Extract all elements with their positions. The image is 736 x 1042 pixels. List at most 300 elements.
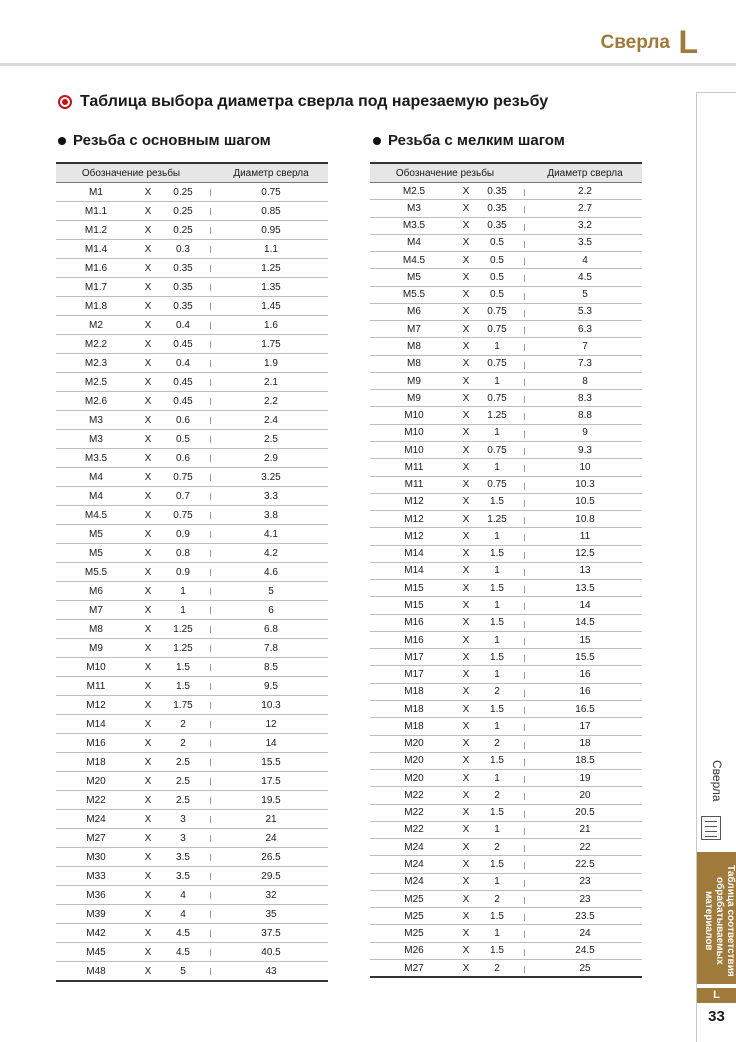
drill-diameter-cell: 26.5	[214, 848, 328, 867]
multiply-sign-cell: X	[136, 240, 160, 259]
table-row	[370, 683, 642, 700]
thread-size-cell: M25	[370, 890, 458, 907]
section-title-text: Таблица выбора диаметра сверла под нарезаемую резьбу	[80, 93, 549, 110]
drill-diameter-cell: 3.3	[214, 487, 328, 506]
side-index-label: Сверла	[710, 760, 724, 802]
multiply-sign-cell: X	[458, 631, 474, 648]
multiply-sign-cell: X	[136, 354, 160, 373]
thread-size-cell: M1.1	[56, 202, 136, 221]
thread-pitch-cell: 1.5	[160, 658, 206, 677]
column-divider	[206, 924, 214, 943]
table-row	[56, 810, 328, 829]
thread-pitch-cell: 0.45	[160, 335, 206, 354]
drill-diameter-cell: 20	[528, 787, 642, 804]
thread-size-cell: M16	[370, 614, 458, 631]
column-divider	[206, 658, 214, 677]
column-divider	[520, 528, 528, 545]
thread-size-cell: M22	[370, 804, 458, 821]
thread-size-cell: M10	[56, 658, 136, 677]
thread-size-cell: M5	[370, 269, 458, 286]
thread-size-cell: M9	[56, 639, 136, 658]
column-divider	[520, 234, 528, 251]
table-row	[56, 829, 328, 848]
multiply-sign-cell: X	[136, 392, 160, 411]
table-row	[56, 639, 328, 658]
multiply-sign-cell: X	[136, 506, 160, 525]
multiply-sign-cell: X	[136, 677, 160, 696]
thread-size-cell: M5	[56, 525, 136, 544]
multiply-sign-cell: X	[458, 856, 474, 873]
thread-pitch-cell: 0.9	[160, 563, 206, 582]
thread-pitch-cell: 1	[474, 424, 520, 441]
multiply-sign-cell: X	[458, 562, 474, 579]
thread-pitch-cell: 0.4	[160, 316, 206, 335]
column-divider	[520, 597, 528, 614]
column-divider	[206, 468, 214, 487]
table-row	[56, 297, 328, 316]
table-row	[370, 303, 642, 320]
multiply-sign-cell: X	[458, 321, 474, 338]
column-divider	[206, 278, 214, 297]
thread-size-cell: M15	[370, 597, 458, 614]
multiply-sign-cell: X	[136, 544, 160, 563]
drill-diameter-cell: 24.5	[528, 942, 642, 959]
column-divider	[206, 943, 214, 962]
thread-pitch-cell: 1	[474, 459, 520, 476]
column-divider	[520, 545, 528, 562]
table-row	[56, 848, 328, 867]
drill-diameter-cell: 15	[528, 631, 642, 648]
thread-pitch-cell: 0.5	[160, 430, 206, 449]
thread-pitch-cell: 2	[474, 839, 520, 856]
table-row	[370, 545, 642, 562]
drill-diameter-cell: 4.2	[214, 544, 328, 563]
thread-pitch-cell: 2.5	[160, 791, 206, 810]
table-row	[56, 487, 328, 506]
drill-diameter-cell: 0.95	[214, 221, 328, 240]
multiply-sign-cell: X	[458, 890, 474, 907]
table-row	[370, 718, 642, 735]
thread-size-cell: M24	[370, 856, 458, 873]
thread-size-cell: M11	[370, 459, 458, 476]
column-header-drill: Диаметр сверла	[528, 163, 642, 183]
column-divider	[520, 511, 528, 528]
thread-pitch-cell: 1.5	[474, 908, 520, 925]
column-divider	[520, 407, 528, 424]
multiply-sign-cell: X	[458, 493, 474, 510]
multiply-sign-cell: X	[458, 217, 474, 234]
column-divider	[520, 303, 528, 320]
drill-diameter-cell: 20.5	[528, 804, 642, 821]
multiply-sign-cell: X	[136, 924, 160, 943]
column-divider	[520, 269, 528, 286]
basic-pitch-table	[56, 162, 328, 982]
multiply-sign-cell: X	[458, 666, 474, 683]
basic-pitch-title-text: Резьба с основным шагом	[73, 132, 271, 149]
drill-diameter-cell: 24	[528, 925, 642, 942]
column-divider	[206, 886, 214, 905]
section-title	[58, 93, 548, 111]
multiply-sign-cell: X	[136, 202, 160, 221]
thread-pitch-cell: 2.5	[160, 753, 206, 772]
column-divider	[520, 666, 528, 683]
drill-diameter-cell: 16.5	[528, 700, 642, 717]
thread-size-cell: M20	[56, 772, 136, 791]
multiply-sign-cell: X	[458, 649, 474, 666]
thread-size-cell: M4	[56, 468, 136, 487]
thread-pitch-cell: 1	[474, 873, 520, 890]
column-divider	[206, 221, 214, 240]
drill-diameter-cell: 4.1	[214, 525, 328, 544]
multiply-sign-cell: X	[458, 804, 474, 821]
thread-size-cell: M26	[370, 942, 458, 959]
drill-diameter-cell: 15.5	[528, 649, 642, 666]
header-divider	[0, 63, 736, 66]
table-row	[56, 715, 328, 734]
multiply-sign-cell: X	[136, 791, 160, 810]
table-row	[56, 202, 328, 221]
multiply-sign-cell: X	[136, 753, 160, 772]
column-divider	[520, 286, 528, 303]
bullet-icon	[373, 137, 381, 145]
multiply-sign-cell: X	[136, 487, 160, 506]
circle-bullet-icon	[58, 95, 72, 109]
multiply-sign-cell: X	[136, 715, 160, 734]
thread-size-cell: M3	[56, 411, 136, 430]
thread-size-cell: M39	[56, 905, 136, 924]
thread-size-cell: M6	[370, 303, 458, 320]
column-divider	[206, 240, 214, 259]
thread-pitch-cell: 3	[160, 810, 206, 829]
thread-pitch-cell: 1	[474, 718, 520, 735]
multiply-sign-cell: X	[458, 459, 474, 476]
drill-diameter-cell: 2.1	[214, 373, 328, 392]
table-row	[370, 424, 642, 441]
thread-size-cell: M15	[370, 580, 458, 597]
thread-pitch-cell: 1	[474, 528, 520, 545]
table-row	[56, 620, 328, 639]
thread-size-cell: M1.4	[56, 240, 136, 259]
thread-pitch-cell: 0.25	[160, 202, 206, 221]
multiply-sign-cell: X	[458, 183, 474, 200]
thread-size-cell: M30	[56, 848, 136, 867]
table-row	[370, 752, 642, 769]
thread-size-cell: M16	[370, 631, 458, 648]
drill-diameter-cell: 1.1	[214, 240, 328, 259]
multiply-sign-cell: X	[136, 316, 160, 335]
thread-size-cell: M3.5	[370, 217, 458, 234]
drill-diameter-cell: 1.45	[214, 297, 328, 316]
drill-diameter-cell: 1.35	[214, 278, 328, 297]
multiply-sign-cell: X	[136, 183, 160, 202]
thread-size-cell: M12	[56, 696, 136, 715]
thread-pitch-cell: 0.8	[160, 544, 206, 563]
thread-pitch-cell: 0.35	[160, 278, 206, 297]
multiply-sign-cell: X	[458, 770, 474, 787]
column-divider	[520, 390, 528, 407]
thread-size-cell: M5.5	[370, 286, 458, 303]
multiply-sign-cell: X	[136, 297, 160, 316]
table-row	[370, 234, 642, 251]
table-row	[370, 821, 642, 838]
table-row	[370, 183, 642, 200]
thread-pitch-cell: 1.5	[474, 493, 520, 510]
thread-size-cell: M12	[370, 511, 458, 528]
thread-pitch-cell: 0.9	[160, 525, 206, 544]
thread-size-cell: M1.2	[56, 221, 136, 240]
column-divider	[206, 867, 214, 886]
column-divider	[520, 493, 528, 510]
thread-pitch-cell: 0.75	[474, 390, 520, 407]
drill-diameter-cell: 17.5	[214, 772, 328, 791]
column-divider	[520, 200, 528, 217]
table-row	[370, 735, 642, 752]
multiply-sign-cell: X	[136, 696, 160, 715]
thread-pitch-cell: 3	[160, 829, 206, 848]
thread-pitch-cell: 1	[474, 338, 520, 355]
thread-size-cell: M22	[370, 821, 458, 838]
thread-pitch-cell: 1	[474, 562, 520, 579]
table-row	[370, 390, 642, 407]
column-divider	[520, 441, 528, 458]
column-divider	[520, 562, 528, 579]
column-divider	[206, 639, 214, 658]
multiply-sign-cell: X	[458, 925, 474, 942]
thread-pitch-cell: 1.25	[160, 639, 206, 658]
drill-diameter-cell: 35	[214, 905, 328, 924]
column-divider	[520, 321, 528, 338]
table-row	[370, 597, 642, 614]
column-divider	[206, 715, 214, 734]
table-row	[56, 468, 328, 487]
multiply-sign-cell: X	[458, 545, 474, 562]
column-divider	[206, 163, 214, 183]
drill-diameter-cell: 14	[214, 734, 328, 753]
column-divider	[520, 183, 528, 200]
thread-size-cell: M4	[370, 234, 458, 251]
multiply-sign-cell: X	[458, 942, 474, 959]
multiply-sign-cell: X	[458, 476, 474, 493]
multiply-sign-cell: X	[458, 683, 474, 700]
thread-size-cell: M8	[56, 620, 136, 639]
multiply-sign-cell: X	[136, 658, 160, 677]
multiply-sign-cell: X	[458, 873, 474, 890]
thread-size-cell: M7	[370, 321, 458, 338]
thread-size-cell: M2	[56, 316, 136, 335]
thread-pitch-cell: 0.6	[160, 449, 206, 468]
column-divider	[520, 873, 528, 890]
table-row	[370, 528, 642, 545]
thread-pitch-cell: 1.5	[474, 580, 520, 597]
drill-diameter-cell: 23	[528, 890, 642, 907]
drill-diameter-cell: 6.3	[528, 321, 642, 338]
thread-pitch-cell: 1	[474, 666, 520, 683]
thread-pitch-cell: 0.35	[160, 297, 206, 316]
thread-pitch-cell: 0.75	[474, 321, 520, 338]
drill-diameter-cell: 4.6	[214, 563, 328, 582]
multiply-sign-cell: X	[458, 286, 474, 303]
drill-diameter-cell: 12.5	[528, 545, 642, 562]
multiply-sign-cell: X	[458, 718, 474, 735]
thread-size-cell: M1	[56, 183, 136, 202]
thread-pitch-cell: 0.75	[160, 468, 206, 487]
table-row	[370, 372, 642, 389]
table-row	[370, 493, 642, 510]
drill-diameter-cell: 3.8	[214, 506, 328, 525]
thread-pitch-cell: 0.35	[160, 259, 206, 278]
multiply-sign-cell: X	[136, 449, 160, 468]
thread-pitch-cell: 1.5	[474, 614, 520, 631]
header-title: Сверла	[600, 32, 670, 53]
table-row	[56, 563, 328, 582]
multiply-sign-cell: X	[458, 614, 474, 631]
column-divider	[206, 734, 214, 753]
thread-pitch-cell: 1.25	[474, 407, 520, 424]
thread-pitch-cell: 0.3	[160, 240, 206, 259]
drill-diameter-cell: 22	[528, 839, 642, 856]
drill-diameter-cell: 17	[528, 718, 642, 735]
thread-pitch-cell: 1.5	[474, 700, 520, 717]
column-divider	[520, 735, 528, 752]
multiply-sign-cell: X	[136, 411, 160, 430]
thread-pitch-cell: 1	[474, 770, 520, 787]
thread-pitch-cell: 1	[160, 582, 206, 601]
multiply-sign-cell: X	[458, 787, 474, 804]
table-row	[370, 355, 642, 372]
column-divider	[520, 908, 528, 925]
thread-pitch-cell: 1	[474, 597, 520, 614]
column-divider	[206, 791, 214, 810]
thread-pitch-cell: 3.5	[160, 867, 206, 886]
table-row	[56, 601, 328, 620]
thread-pitch-cell: 0.5	[474, 252, 520, 269]
thread-size-cell: M1.6	[56, 259, 136, 278]
thread-pitch-cell: 4	[160, 905, 206, 924]
multiply-sign-cell: X	[136, 259, 160, 278]
multiply-sign-cell: X	[136, 430, 160, 449]
multiply-sign-cell: X	[136, 639, 160, 658]
drill-diameter-cell: 14	[528, 597, 642, 614]
table-row	[370, 269, 642, 286]
thread-size-cell: M27	[404, 962, 424, 974]
drill-diameter-cell: 5	[214, 582, 328, 601]
thread-size-cell: M25	[370, 908, 458, 925]
thread-pitch-cell: 5	[180, 965, 186, 977]
column-header-drill: Диаметр сверла	[214, 163, 328, 183]
multiply-sign-cell: X	[136, 335, 160, 354]
thread-size-cell: M2.2	[56, 335, 136, 354]
multiply-sign-cell: X	[458, 511, 474, 528]
thread-size-cell: M4	[56, 487, 136, 506]
table-row	[370, 580, 642, 597]
drill-diameter-cell: 9	[528, 424, 642, 441]
thread-pitch-cell: 1.5	[474, 856, 520, 873]
column-divider	[206, 487, 214, 506]
side-index-tab[interactable]: Таблица соответствия обрабатываемых материалов	[697, 852, 736, 984]
multiply-sign-cell: X	[136, 582, 160, 601]
table-row	[56, 905, 328, 924]
thread-pitch-cell: 1.5	[474, 804, 520, 821]
drill-diameter-cell: 10.3	[528, 476, 642, 493]
thread-pitch-cell: 1.25	[160, 620, 206, 639]
multiply-sign-cell: X	[136, 620, 160, 639]
table-row	[56, 259, 328, 278]
table-row	[370, 441, 642, 458]
drill-diameter-cell: 1.6	[214, 316, 328, 335]
column-divider	[520, 424, 528, 441]
thread-pitch-cell: 0.45	[160, 392, 206, 411]
drill-diameter-cell: 8.8	[528, 407, 642, 424]
table-row	[56, 582, 328, 601]
drill-diameter-cell: 22.5	[528, 856, 642, 873]
drill-diameter-cell: 21	[528, 821, 642, 838]
table-row	[56, 316, 328, 335]
table-row	[370, 959, 642, 977]
thread-pitch-cell: 0.7	[160, 487, 206, 506]
thread-pitch-cell: 2	[474, 683, 520, 700]
table-row	[370, 787, 642, 804]
thread-size-cell: M18	[370, 718, 458, 735]
bullet-icon	[58, 137, 66, 145]
table-row	[370, 770, 642, 787]
thread-size-cell: M25	[370, 925, 458, 942]
drill-diameter-cell: 9.3	[528, 441, 642, 458]
thread-size-cell: M1.8	[56, 297, 136, 316]
column-divider	[520, 338, 528, 355]
thread-size-cell: M10	[370, 407, 458, 424]
column-divider	[206, 316, 214, 335]
column-divider	[520, 649, 528, 666]
column-divider	[520, 839, 528, 856]
multiply-sign-cell: X	[458, 700, 474, 717]
thread-pitch-cell: 0.75	[474, 441, 520, 458]
thread-size-cell: M9	[370, 390, 458, 407]
table-row	[56, 943, 328, 962]
side-index-letter: L	[697, 988, 736, 1003]
thread-pitch-cell: 4.5	[160, 943, 206, 962]
column-divider	[206, 373, 214, 392]
table-row	[56, 335, 328, 354]
drill-diameter-cell: 7	[528, 338, 642, 355]
table-row	[56, 506, 328, 525]
multiply-sign-cell: X	[458, 372, 474, 389]
column-divider	[206, 354, 214, 373]
table-row	[56, 278, 328, 297]
table-header-row	[56, 163, 328, 183]
column-divider	[520, 821, 528, 838]
thread-size-cell: M8	[370, 355, 458, 372]
drill-diameter-cell: 21	[214, 810, 328, 829]
multiply-sign-cell: X	[458, 338, 474, 355]
fine-pitch-title-text: Резьба с мелким шагом	[388, 132, 565, 149]
thread-size-cell: M10	[370, 441, 458, 458]
column-divider	[206, 563, 214, 582]
column-divider	[520, 252, 528, 269]
thread-pitch-cell: 0.6	[160, 411, 206, 430]
drill-diameter-cell: 4.5	[528, 269, 642, 286]
drill-diameter-cell: 0.75	[214, 183, 328, 202]
thread-pitch-cell: 0.4	[160, 354, 206, 373]
table-row	[56, 734, 328, 753]
drill-diameter-cell: 40.5	[214, 943, 328, 962]
table-row	[370, 338, 642, 355]
column-divider	[206, 506, 214, 525]
drill-diameter-cell: 4	[528, 252, 642, 269]
table-row	[370, 252, 642, 269]
thread-size-cell: M3.5	[56, 449, 136, 468]
multiply-sign-cell: X	[136, 373, 160, 392]
multiply-sign-cell: X	[458, 303, 474, 320]
